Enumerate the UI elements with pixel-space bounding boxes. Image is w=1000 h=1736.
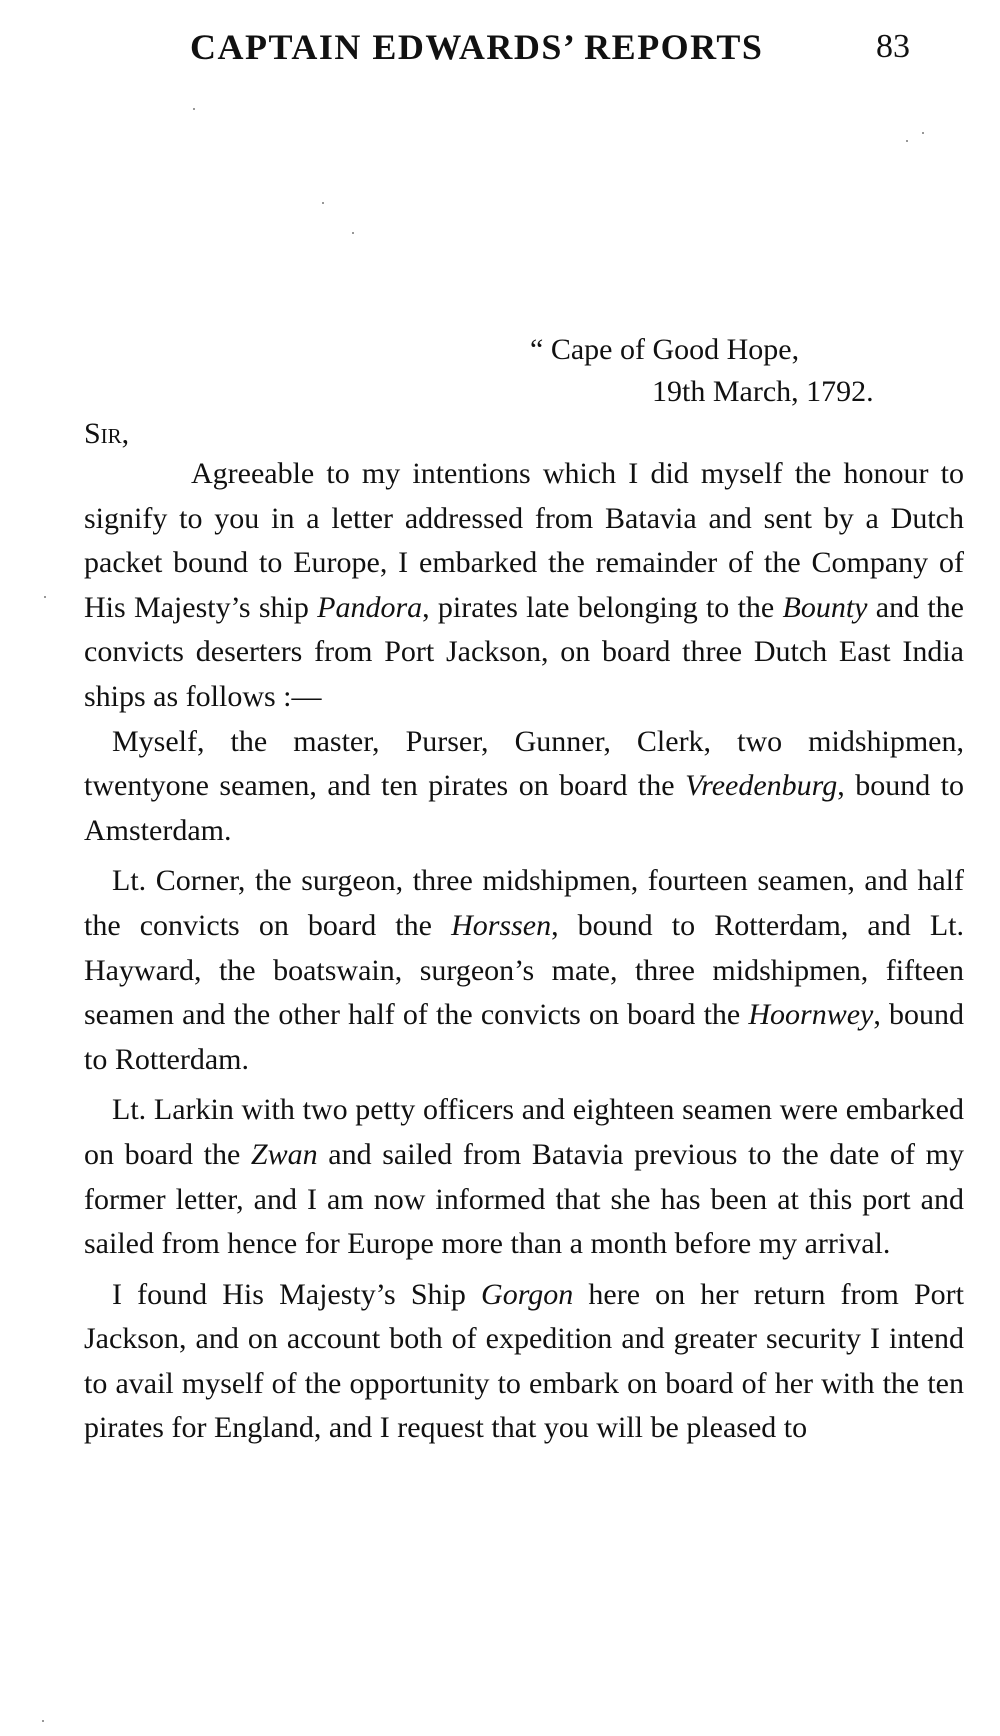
paragraph-5 xyxy=(84,1273,964,1451)
paragraph-3 xyxy=(84,859,964,1082)
scan-speck xyxy=(906,140,908,142)
paragraph-5-text-2: here on her return from Port Jackson, and on account both of expedition and greater security I intend to avail myself of the opportunity to embark on board of her with the ten pirates for England, and I request that you will be pleased to xyxy=(84,1277,964,1445)
ship-name-vreedenburg: Vreedenburg xyxy=(685,769,838,803)
scan-speck xyxy=(922,132,924,134)
paragraph-4 xyxy=(84,1088,964,1266)
running-head xyxy=(190,26,910,76)
paragraph-3-text-2: , bound to Rotterdam, and Lt. Hayward, the boatswain, surgeon’s mate, three midshipmen, fifteen seamen and the other half of the convicts on board the xyxy=(84,908,964,1032)
paragraph-4-text-1: Lt. Larkin with two petty officers and eighteen seamen were embarked on board the xyxy=(84,1093,964,1171)
paragraph-3-text-3: , bound to Rotterdam. xyxy=(84,998,965,1076)
ship-name-bounty: Bounty xyxy=(782,590,868,624)
dateline-place: “ Cape of Good Hope, xyxy=(530,333,800,366)
paragraph-4-text-2: and sailed from Batavia previous to the date of my former letter, and I am now informed that she has been at this port and sailed from hence for Europe more than a month before my arrival. xyxy=(84,1137,964,1261)
paragraph-5-text-1: I found His Majesty’s Ship xyxy=(112,1277,482,1311)
paragraph-2 xyxy=(84,720,964,854)
salutation xyxy=(84,414,129,454)
paragraph-2-text-2: , bound to Amsterdam. xyxy=(84,769,965,847)
ship-name-pandora: Pandora xyxy=(317,590,423,624)
ship-name-horssen: Horssen xyxy=(451,908,552,942)
paragraph-1-text-1: Agreeable to my intentions which I did myself the honour to signify to you in a letter addressed from Batavia and sent by a Dutch packet bound to Europe, I embarked the remainder of the Company of His Majesty’s ship xyxy=(84,457,964,624)
ship-name-zwan: Zwan xyxy=(250,1137,318,1171)
paragraph-1-text-2: , pirates late belonging to the xyxy=(422,590,783,624)
scan-speck xyxy=(352,232,354,234)
scan-speck xyxy=(193,108,195,110)
scan-speck xyxy=(44,596,46,598)
paragraph-2-text-1: Myself, the master, Purser, Gunner, Clerk, two midshipmen, twentyone seamen, and ten pirates on board the xyxy=(84,724,964,803)
ship-name-hoornwey: Hoornwey xyxy=(748,998,874,1032)
page-number: 83 xyxy=(876,28,910,65)
paragraph-3-text-1: Lt. Corner, the surgeon, three midshipmen, fourteen seamen, and half the convicts on board the xyxy=(84,864,964,942)
running-title: CAPTAIN EDWARDS’ REPORTS xyxy=(190,27,764,67)
letter-body xyxy=(84,452,964,1451)
dateline-date: 19th March, 1792. xyxy=(652,375,874,408)
ship-name-gorgon: Gorgon xyxy=(481,1277,574,1311)
paragraph-1-text-3: and the convicts deserters from Port Jackson, on board three Dutch East India ships as follows :— xyxy=(84,590,964,713)
scan-speck xyxy=(322,202,324,204)
paragraph-1 xyxy=(84,452,964,720)
scan-speck xyxy=(42,1720,44,1722)
letter-dateline xyxy=(530,329,874,413)
salutation-text: Sir, xyxy=(84,417,130,450)
